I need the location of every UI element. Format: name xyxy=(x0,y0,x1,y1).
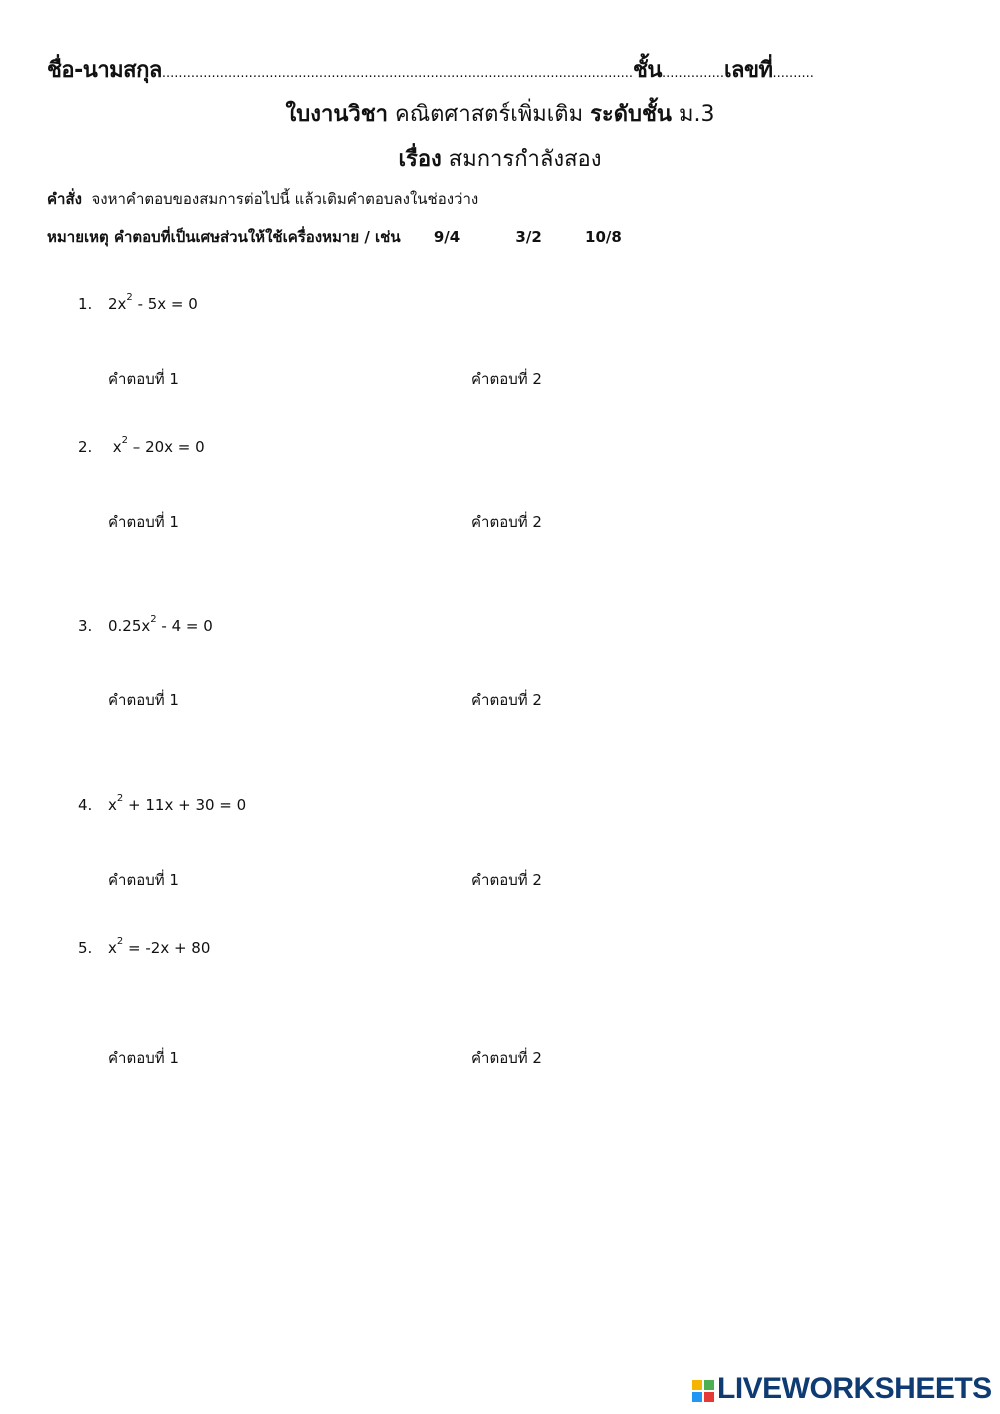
question-number: 1. xyxy=(78,295,93,313)
question xyxy=(78,292,198,313)
level-value: ม.3 xyxy=(678,102,715,127)
question-number: 3. xyxy=(78,617,93,635)
topic-title xyxy=(0,141,1000,176)
answer-1-label[interactable]: คำตอบที่ 1 xyxy=(108,370,179,388)
logo-text: LIVEWORKSHEETS xyxy=(717,1372,992,1405)
answer-2-label[interactable]: คำตอบที่ 2 xyxy=(471,1049,542,1067)
note-example: 10/8 xyxy=(585,228,622,246)
equation: $2x^2 - 5x = 0$ xyxy=(108,292,198,313)
question-number: 5. xyxy=(78,939,93,957)
name-blank[interactable]: .................................................................................................................. xyxy=(161,66,633,81)
question-number: 2. xyxy=(78,438,93,456)
student-info-line xyxy=(47,52,947,87)
question xyxy=(78,435,205,456)
class-blank[interactable]: ............... xyxy=(661,66,724,81)
answer-2-label[interactable]: คำตอบที่ 2 xyxy=(471,691,542,709)
note xyxy=(47,225,622,249)
name-label: ชื่อ-นามสกุล xyxy=(47,58,162,83)
worksheet-title xyxy=(0,96,1000,131)
number-label: เลขที่ xyxy=(723,58,773,83)
topic-value: สมการกำลังสอง xyxy=(448,147,602,172)
answer-1-label[interactable]: คำตอบที่ 1 xyxy=(108,691,179,709)
answer-1-label[interactable]: คำตอบที่ 1 xyxy=(108,1049,179,1067)
number-blank[interactable]: .......... xyxy=(772,66,814,81)
note-example: 3/2 xyxy=(515,228,542,246)
instruction-text: จงหาคำตอบของสมการต่อไปนี้ แล้วเติมคำตอบลงในช่องว่าง xyxy=(91,190,479,208)
question xyxy=(78,936,211,957)
class-label: ชั้น xyxy=(633,58,662,83)
question-number: 4. xyxy=(78,796,93,814)
answer-2-label[interactable]: คำตอบที่ 2 xyxy=(471,513,542,531)
question xyxy=(78,614,213,635)
answer-2-label[interactable]: คำตอบที่ 2 xyxy=(471,370,542,388)
equation: $x^2 = -2x + 80$ xyxy=(108,936,211,957)
equation: $x^2 - 20x = 0$ xyxy=(108,435,205,456)
answer-2-label[interactable]: คำตอบที่ 2 xyxy=(471,871,542,889)
answer-1-label[interactable]: คำตอบที่ 1 xyxy=(108,871,179,889)
instruction xyxy=(47,187,478,211)
level-label: ระดับชั้น xyxy=(590,102,672,127)
question xyxy=(78,793,247,814)
liveworksheets-logo-icon xyxy=(692,1380,714,1402)
answer-1-label[interactable]: คำตอบที่ 1 xyxy=(108,513,179,531)
instruction-label: คำสั่ง xyxy=(47,190,82,208)
note-example: 9/4 xyxy=(433,228,461,246)
equation: $0.25x^2 - 4 = 0$ xyxy=(108,614,213,635)
subject-name: คณิตศาสตร์เพิ่มเติม xyxy=(395,102,584,127)
note-text: หมายเหตุ คำตอบที่เป็นเศษส่วนให้ใช้เครื่องหมาย / เช่น xyxy=(47,228,401,246)
topic-label: เรื่อง xyxy=(398,147,442,172)
equation: $x^2 + 11x + 30 = 0$ xyxy=(108,793,247,814)
worksheet-label: ใบงานวิชา xyxy=(285,102,388,127)
